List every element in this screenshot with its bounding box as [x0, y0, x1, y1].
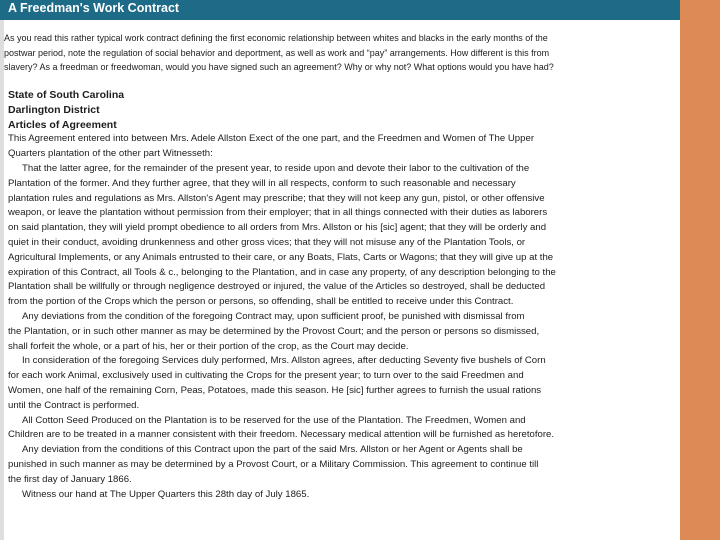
contract-line: Agricultural Implements, or any Animals entrusted to their care, or any Boats, Flats, Carts or Wagons; that they will give up at the: [8, 251, 554, 263]
heading-articles: Articles of Agreement: [8, 118, 117, 131]
contract-line: for each work Animal, exclusively used in cultivating the Crops for the present year; to turn over to the said Freedmen and: [8, 370, 524, 382]
contract-line: Women, one half of the remaining Corn, Peas, Potatoes, made this season. He [sic] further agrees to furnish the usual rations: [8, 384, 542, 396]
contract-line: Children are to be treated in a manner consistent with their freedom. Necessary medical attention will be furnished as heretofore.: [8, 429, 555, 441]
contract-line: Any deviation from the conditions of this Contract upon the part of the said Mrs. Allston or her Agent or Agents shall be: [22, 444, 523, 456]
contract-line: That the latter agree, for the remainder of the present year, to reside upon and devote their labor to the cultivation of the: [22, 162, 530, 174]
page-title: A Freedman's Work Contract: [8, 1, 180, 15]
contract-line: quiet in their conduct, avoiding drunkenness and other gross vices; that they will not misuse any of the Plantation Tools, or: [8, 236, 526, 248]
contract-line: punished in such manner as may be determined by a Provost Court, or a Military Commission. This agreement to continue till: [8, 458, 539, 470]
contract-line: Plantation of the former. And they further agree, that they will in all respects, conform to such reasonable and necessary: [8, 177, 516, 189]
contract-line: shall forfeit the whole, or a part of his, her or their portion of the crop, as the Court may decide.: [8, 340, 409, 352]
accent-side-bar: [680, 0, 720, 540]
contract-line: In consideration of the foregoing Services duly performed, Mrs. Allston agrees, after deducting Seventy five bushels of Corn: [22, 355, 546, 367]
contract-line: Plantation shall be willfully or through negligence destroyed or injured, the value of the Articles so destroyed, shall be deducted: [8, 281, 546, 293]
contract-line: Quarters plantation of the other part Witnesseth:: [8, 148, 213, 160]
intro-paragraph: [4, 31, 680, 75]
contract-line: until the Contract is performed.: [8, 399, 140, 411]
intro-line: postwar period, note the regulation of social behavior and deportment, as well as work and “pay” arrangements. How different is this from: [4, 47, 550, 58]
contract-line: weapon, or leave the plantation without permission from their employer; that in all things connected with their duties as laborers: [8, 207, 548, 219]
contract-line: Witness our hand at The Upper Quarters this 28th day of July 1865.: [22, 488, 310, 500]
contract-line: the Plantation, or in such other manner as may be determined by the Provost Court; and the person or persons so dismissed,: [8, 325, 540, 337]
contract-line: from the portion of the Crops which the person or persons, so offending, shall be entitled to receive under this Contract.: [8, 296, 514, 308]
contract-document: [8, 88, 680, 502]
heading-district: Darlington District: [8, 103, 100, 116]
intro-line: slavery? As a freedman or freedwoman, would you have signed such an agreement? Why or why not? What options would you have had?: [4, 62, 554, 72]
contract-line: This Agreement entered into between Mrs. Adele Allston Exect of the one part, and the Freedmen and Women of The Upper: [8, 133, 535, 145]
contract-line: Any deviations from the condition of the foregoing Contract may, upon sufficient proof, be punished with dismissal from: [22, 310, 525, 322]
title-bar: [0, 0, 680, 20]
contract-line: All Cotton Seed Produced on the Plantation is to be reserved for the use of the Plantation. The Freedmen, Women and: [22, 414, 526, 426]
heading-state: State of South Carolina: [8, 89, 125, 101]
intro-line: As you read this rather typical work contract defining the first economic relationship between whites and blacks in the early months of the: [4, 33, 548, 43]
contract-line: the first day of January 1866.: [8, 473, 132, 485]
contract-line: plantation rules and regulations as Mrs. Allston's Agent may prescribe; that they will not keep any gun, pistol, or other offensive: [8, 192, 545, 204]
contract-line: expiration of this Contract, all Tools & c., belonging to the Plantation, and in case any property, of any description belonging to the: [8, 266, 556, 278]
contract-line: on said plantation, they will yield prompt obedience to all orders from Mrs. Allston or his [sic] agent; that they will be orderly and: [8, 222, 547, 234]
left-edge-strip: [0, 0, 4, 540]
